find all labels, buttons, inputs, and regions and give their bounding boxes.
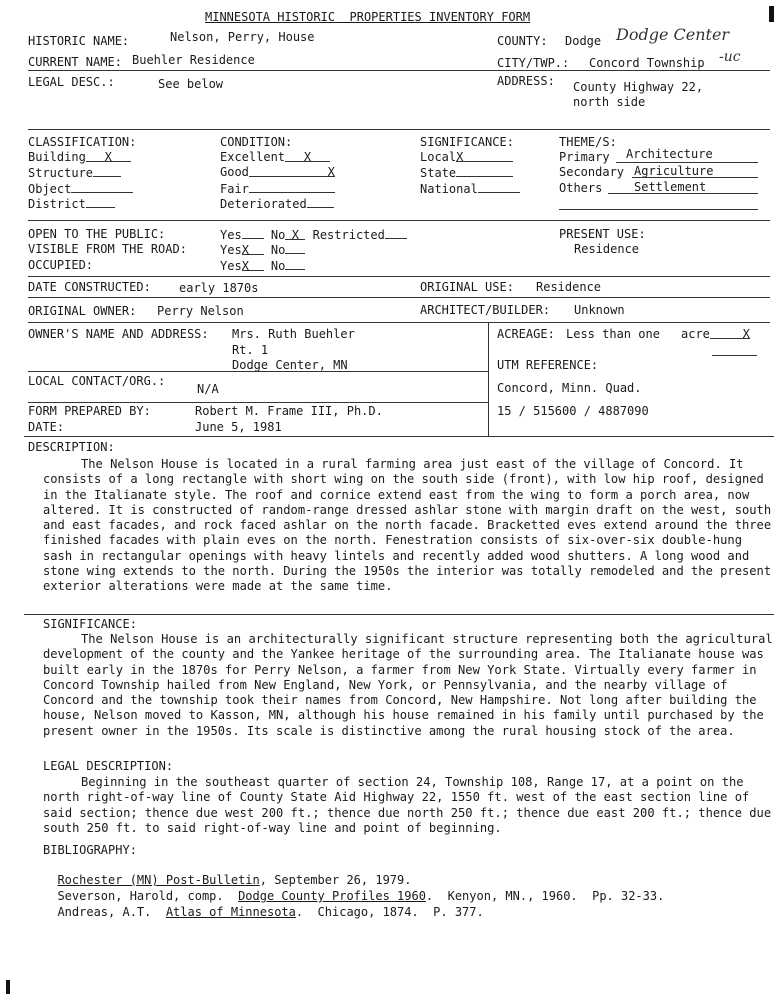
date-value: June 5, 1981 <box>195 420 282 434</box>
present-use-value: Residence <box>574 242 640 256</box>
classification-top-divider <box>28 129 770 130</box>
significance-local: LocalX <box>420 150 513 164</box>
prepared-by-value: Robert M. Frame III, Ph.D. <box>195 404 383 418</box>
significance-top-divider <box>24 614 774 615</box>
significance-national: National <box>420 181 520 196</box>
occupied-label: OCCUPIED: <box>28 258 94 272</box>
bibliography-entry-2-pre: Severson, Harold, comp. <box>57 889 239 903</box>
form-title: MINNESOTA HISTORIC PROPERTIES INVENTORY FORM <box>205 10 531 24</box>
classification-object: Object <box>28 181 133 196</box>
address-line-2: north side <box>573 95 646 109</box>
bibliography-entry-3 <box>43 891 484 919</box>
classification-building: Building X <box>28 150 131 164</box>
description-top-divider <box>24 436 774 437</box>
theme-others-value: Settlement <box>634 180 707 194</box>
acreage-label: ACREAGE: <box>497 327 555 341</box>
owner-block-vertical-divider <box>488 322 489 436</box>
original-use-value: Residence <box>536 280 602 294</box>
present-use-label: PRESENT USE: <box>559 227 646 241</box>
current-name-label: CURRENT NAME: <box>28 55 122 69</box>
current-name-value: Buehler Residence <box>132 53 255 67</box>
county-label: COUNTY: <box>497 34 548 48</box>
header-divider <box>28 70 770 71</box>
acreage-extra-line <box>712 355 757 356</box>
condition-excellent: Excellent X <box>220 150 330 164</box>
open-public-options: Yes No X Restricted <box>220 227 407 242</box>
legal-description-label: LEGAL DESCRIPTION: <box>43 759 174 773</box>
bibliography-entry-3-rest: . Chicago, 1874. P. 377. <box>295 905 484 919</box>
significance-text <box>43 632 773 739</box>
owner-block-top-divider <box>28 322 770 323</box>
quad-value: Concord, Minn. Quad. <box>497 381 642 395</box>
bibliography-entry-3-title: Atlas of Minnesota <box>165 905 296 919</box>
local-contact-label: LOCAL CONTACT/ORG.: <box>28 374 166 388</box>
bibliography-entry-3-pre: Andreas, A.T. <box>57 905 166 919</box>
original-owner-value: Perry Nelson <box>157 304 244 318</box>
utm-label: UTM REFERENCE: <box>497 358 599 372</box>
bibliography-entry-1-title: Rochester (MN) Post-Bulletin <box>57 873 260 887</box>
description-text <box>43 457 773 595</box>
description-label: DESCRIPTION: <box>28 440 115 454</box>
original-owner-label: ORIGINAL OWNER: <box>28 304 137 318</box>
local-contact-value: N/A <box>197 382 219 396</box>
scan-edge-mark-bottom <box>6 980 10 994</box>
significance-state: State <box>420 165 513 180</box>
dates-mid-divider <box>28 297 770 298</box>
access-top-divider <box>28 220 770 221</box>
legal-desc-label: LEGAL DESC.: <box>28 75 115 89</box>
visible-road-label: VISIBLE FROM THE ROAD: <box>28 242 187 256</box>
bibliography-label: BIBLIOGRAPHY: <box>43 843 137 857</box>
theme-extra-line <box>559 209 758 210</box>
legal-description-paragraph: Beginning in the southeast quarter of section 24, Township 108, Range 17, at a point on the north right-of-way line of County State Aid Highway 22, 1550 ft. west of the east section line of said section; thence due west 200 ft.; thence due north 250 ft.; thence due east 200 ft.; thence due south 250 ft. to said right-of-way line and point of beginning. <box>43 775 772 835</box>
theme-primary-value: Architecture <box>626 147 713 161</box>
significance-section-label: SIGNIFICANCE: <box>43 617 137 631</box>
historic-name-label: HISTORIC NAME: <box>28 34 130 48</box>
significance-paragraph: The Nelson House is an architecturally significant structure representing both the agricultural development of the county and the Yankee heritage of the surrounding area. The Italianate house was built early in the 1870s for Perry Nelson, a farmer from New York State. Virtually every farmer in Concord Township hailed from New England, New York, or Pennsylvania, and the nearby village of Concord and the township took their names from Concord, New Hampshire. Not long after building the house, Nelson moved to Kasson, MN, although his house remained in his family until purchased by the present owner in the 1950s. Its scale is distinctive among the rural housing stock of the area. <box>43 632 773 738</box>
theme-others-line <box>608 193 758 194</box>
condition-label: CONDITION: <box>220 135 293 149</box>
architect-value: Unknown <box>574 303 625 317</box>
prepared-by-label: FORM PREPARED BY: <box>28 404 151 418</box>
contact-divider <box>28 402 488 403</box>
condition-deteriorated: Deteriorated <box>220 196 334 211</box>
condition-fair: Fair <box>220 181 335 196</box>
theme-others-label: Others <box>559 181 603 195</box>
date-constructed-value: early 1870s <box>179 281 259 295</box>
address-line-1: County Highway 22, <box>573 80 704 94</box>
legal-desc-value: See below <box>158 77 224 91</box>
date-constructed-label: DATE CONSTRUCTED: <box>28 280 151 294</box>
owner-line-1: Mrs. Ruth Buehler <box>232 327 355 341</box>
classification-label: CLASSIFICATION: <box>28 135 137 149</box>
significance-label: SIGNIFICANCE: <box>420 135 514 149</box>
classification-structure: Structure <box>28 165 121 180</box>
bibliography-entry-1-rest: , September 26, 1979. <box>259 873 412 887</box>
city-label: CITY/TWP.: <box>497 56 570 70</box>
acreage-value: Less than one <box>566 327 660 341</box>
dates-top-divider <box>28 276 770 277</box>
condition-good: Good X <box>220 165 335 179</box>
description-paragraph: The Nelson House is located in a rural farming area just east of the village of Concord. It consists of a long rectangle with short wing on the south side (front), with low hip roof, designed in the Italianate style. The roof and cornice extend east from the wing to form a porch area, now altered. It is constructed of random-range dressed ashlar stone with margin draft on the west, south and east facades, and rock faced ashlar on the north facade. Bracketted eves extend around the three finished facades with plain eves on the north. Fenestration consists of six-over-six double-hung sash in rectangular openings with heavy lintels and recently added wood shutters. A long wood and stone wing extends to the north. During the 1950s the interior was totally remodeled and the present exterior alterations were made at the same time. <box>43 457 772 594</box>
legal-description-text <box>43 775 773 836</box>
acreage-unit: acre X <box>681 327 750 341</box>
bibliography-entry-2-title: Dodge County Profiles 1960 <box>238 889 426 903</box>
theme-primary-line <box>616 162 758 163</box>
date-label: DATE: <box>28 420 65 434</box>
bibliography-entry-2-rest: . Kenyon, MN., 1960. Pp. 32-33. <box>425 889 665 903</box>
utm-value: 15 / 515600 / 4887090 <box>497 404 649 418</box>
visible-road-options: YesX No <box>220 242 305 257</box>
owner-line-2: Rt. 1 <box>232 343 269 357</box>
architect-label: ARCHITECT/BUILDER: <box>420 303 551 317</box>
historic-name-value: Nelson, Perry, House <box>170 30 315 44</box>
original-use-label: ORIGINAL USE: <box>420 280 514 294</box>
theme-label: THEME/S: <box>559 135 617 149</box>
address-label: ADDRESS: <box>497 74 555 88</box>
county-handwritten: Dodge Center <box>616 25 730 44</box>
theme-secondary-line <box>632 177 758 178</box>
classification-district: District <box>28 196 115 211</box>
owner-line-3: Dodge Center, MN <box>232 358 348 372</box>
city-value: Concord Township <box>589 56 705 70</box>
city-handwritten: -uc <box>719 49 741 65</box>
theme-secondary-label: Secondary <box>559 165 625 179</box>
scan-edge-mark-top <box>769 6 774 22</box>
theme-secondary-value: Agriculture <box>634 164 714 178</box>
owner-block-left-divider <box>28 371 488 372</box>
owner-name-label: OWNER'S NAME AND ADDRESS: <box>28 327 209 341</box>
theme-primary-label: Primary <box>559 150 610 164</box>
county-value: Dodge <box>565 34 602 48</box>
open-public-label: OPEN TO THE PUBLIC: <box>28 227 166 241</box>
occupied-options: YesX No <box>220 258 305 273</box>
